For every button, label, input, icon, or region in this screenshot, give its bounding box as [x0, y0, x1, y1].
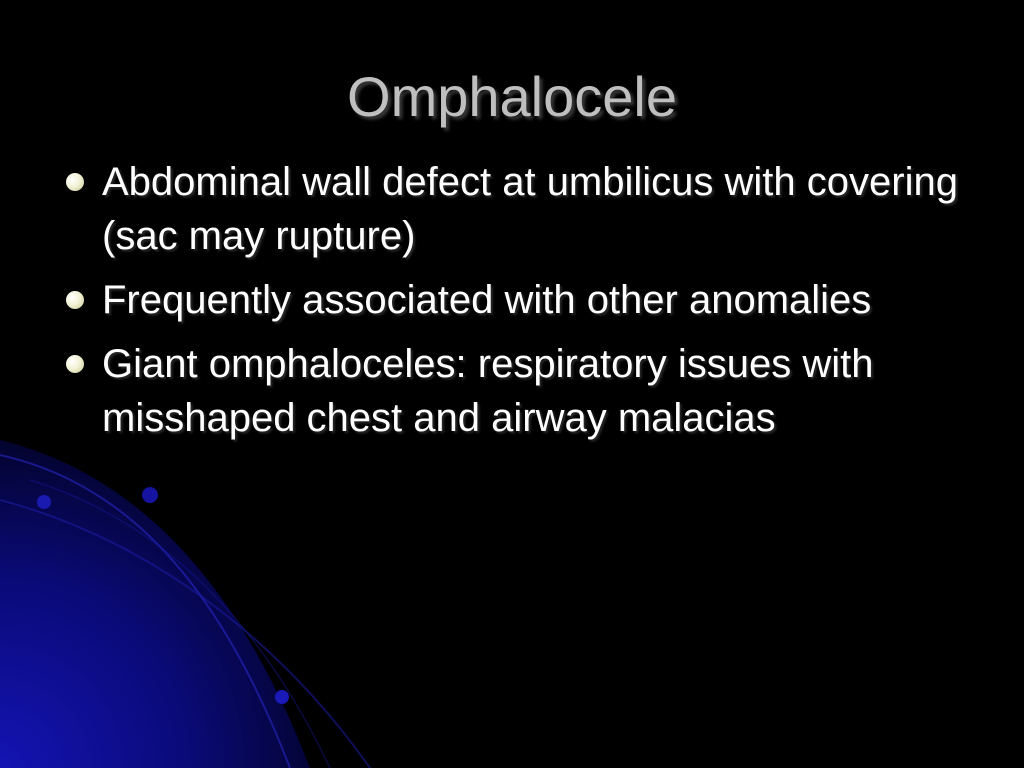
bullet-item	[60, 273, 980, 327]
bullet-text: Abdominal wall defect at umbilicus with covering (sac may rupture)	[102, 160, 958, 258]
bullet-item	[60, 337, 980, 445]
bullet-dot-icon	[66, 291, 84, 309]
decorative-dot	[142, 487, 158, 503]
bullet-list	[60, 155, 980, 455]
bullet-text: Frequently associated with other anomalies	[102, 278, 872, 322]
slide-title: Omphalocele	[347, 65, 677, 128]
bullet-dot-icon	[66, 173, 84, 191]
decorative-dot	[275, 690, 289, 704]
bullet-item	[60, 155, 980, 263]
bullet-text: Giant omphaloceles: respiratory issues with misshaped chest and airway malacias	[102, 342, 874, 440]
bullet-dot-icon	[66, 355, 84, 373]
decorative-dot	[37, 495, 51, 509]
